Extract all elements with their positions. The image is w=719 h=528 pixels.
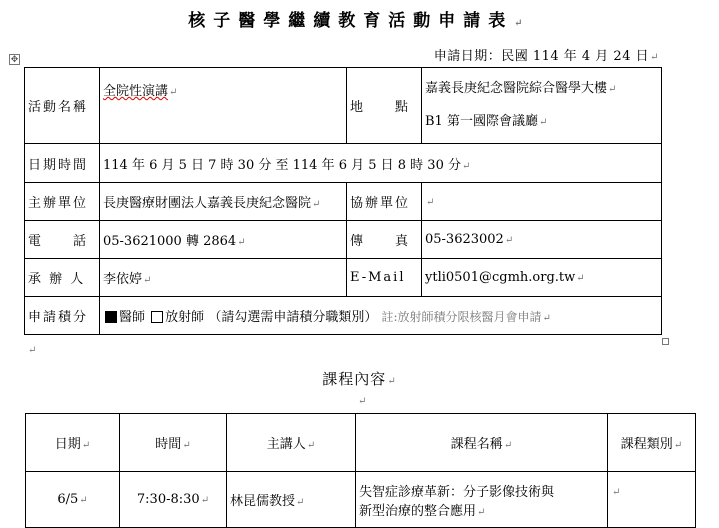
course-name[interactable]: 失智症診療革新：分子影像技術與 新型治療的整合應用↵	[356, 472, 608, 528]
course-category[interactable]: ↵	[608, 472, 696, 528]
form-row-datetime	[25, 144, 662, 183]
location-label: 地 點	[347, 68, 422, 144]
form-row-phone	[25, 221, 662, 259]
header-time: 時間↵	[120, 414, 227, 472]
table-row	[26, 472, 696, 528]
table-resize-handle-icon[interactable]	[662, 338, 669, 345]
fax-label: 傳 真	[347, 221, 422, 259]
radiographer-option-label: 放射師	[165, 310, 205, 325]
physician-option-label: 醫師	[119, 310, 146, 325]
phone-value[interactable]: 05-3621000 轉 2864↵	[100, 221, 347, 259]
paragraph-mark-icon: ↵	[358, 396, 367, 407]
header-speaker: 主講人↵	[227, 414, 356, 472]
form-row-organizer	[25, 183, 662, 221]
email-label: E-Mail	[347, 259, 422, 297]
credit-note: 註:放射師積分限核醫月會申請	[381, 310, 542, 324]
activity-name-value[interactable]: 全院性演講↵	[100, 68, 347, 144]
fax-value[interactable]: 05-3623002↵	[422, 221, 662, 259]
radiographer-checkbox[interactable]	[151, 311, 163, 323]
form-row-activity	[25, 68, 662, 144]
credit-instruction: （請勾選需申請積分職類別）	[208, 310, 378, 325]
organizer-value[interactable]: 長庚醫療財團法人嘉義長庚紀念醫院↵	[100, 183, 347, 221]
apply-date: 申請日期：民國 114 年 4 月 24 日↵	[433, 49, 659, 64]
paragraph-mark-icon: ↵	[28, 345, 37, 356]
location-value[interactable]: 嘉義長庚紀念醫院綜合醫學大樓↵ B1 第一國際會議廳↵	[422, 68, 662, 144]
course-header-row	[26, 414, 696, 472]
datetime-value[interactable]: 114 年 6 月 5 日 7 時 30 分 至 114 年 6 月 5 日 8 時 30 分↵	[100, 144, 662, 183]
co-organizer-value[interactable]: ↵	[422, 183, 662, 221]
course-time[interactable]: 7:30-8:30↵	[120, 472, 227, 528]
form-row-credit	[25, 297, 662, 335]
application-form-table	[24, 67, 662, 335]
credit-options: 醫師 放射師 （請勾選需申請積分職類別） 註:放射師積分限核醫月會申請↵	[100, 297, 662, 335]
datetime-label: 日期時間	[25, 144, 100, 183]
course-date[interactable]: 6/5↵	[26, 472, 120, 528]
document-title: 核子醫學繼續教育活動申請表↵	[188, 11, 531, 31]
organizer-label: 主辦單位	[25, 183, 100, 221]
email-value[interactable]: ytli0501@cgmh.org.tw↵	[422, 259, 662, 297]
physician-checkbox[interactable]	[105, 311, 117, 323]
course-table	[25, 413, 696, 528]
contact-value[interactable]: 李依婷↵	[100, 259, 347, 297]
table-move-handle-icon[interactable]: ✥	[10, 55, 19, 65]
co-organizer-label: 協辦單位	[347, 183, 422, 221]
header-date: 日期↵	[26, 414, 120, 472]
credit-label: 申請積分	[25, 297, 100, 335]
header-course-name: 課程名稱↵	[356, 414, 608, 472]
header-course-category: 課程類別↵	[608, 414, 696, 472]
phone-label: 電 話	[25, 221, 100, 259]
activity-name-label: 活動名稱	[25, 68, 100, 144]
course-speaker[interactable]: 林昆儒教授↵	[227, 472, 356, 528]
course-heading: 課程內容↵	[322, 370, 397, 388]
form-row-contact	[25, 259, 662, 297]
contact-label: 承 辦 人	[25, 259, 100, 297]
